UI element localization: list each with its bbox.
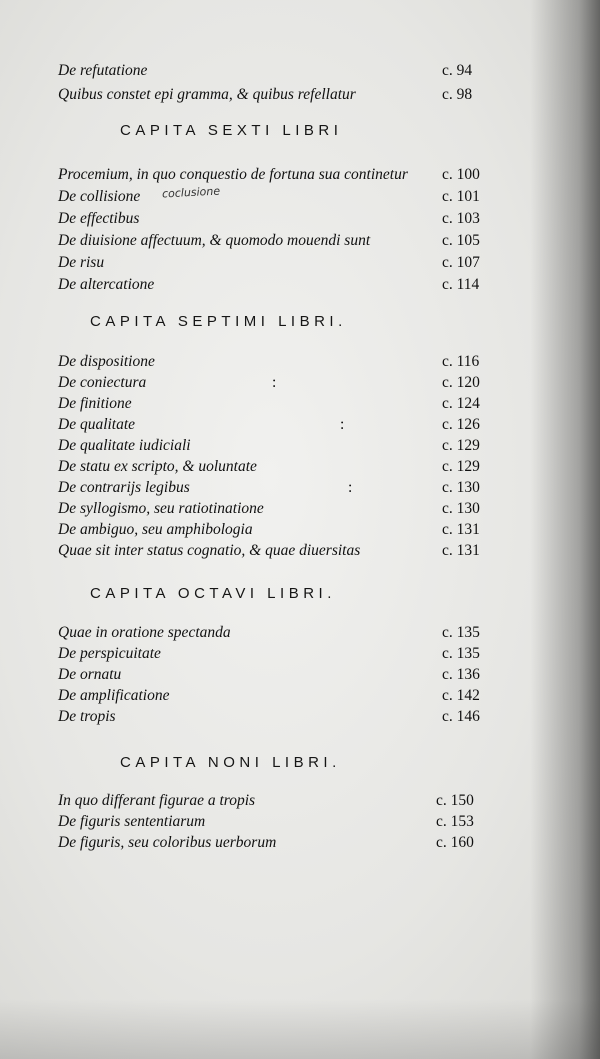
entry-title: Procemium, in quo conquestio de fortuna sua continetur xyxy=(58,166,408,183)
entry-page-ref: c. 100 xyxy=(442,166,480,183)
entry-title: De statu ex scripto, & uoluntate xyxy=(58,458,257,475)
toc-entry xyxy=(50,210,500,231)
entry-title: De dispositione xyxy=(58,353,155,370)
entry-page-ref: c. 150 xyxy=(436,792,474,809)
toc-entry xyxy=(50,834,500,855)
entry-title: De figuris sententiarum xyxy=(58,813,206,830)
entry-title: De contrarijs legibus xyxy=(58,479,190,496)
toc-entry xyxy=(50,687,500,708)
toc-entry xyxy=(50,353,500,374)
toc-entry xyxy=(50,542,500,563)
toc-entry xyxy=(50,500,500,521)
entry-page-ref: c. 131 xyxy=(442,521,480,538)
entry-title: De qualitate iudiciali xyxy=(58,437,191,454)
entry-title: De ornatu xyxy=(58,666,122,683)
section-heading: CAPITA NONI LIBRI. xyxy=(120,754,341,771)
entry-page-ref: c. 153 xyxy=(436,813,474,830)
entry-page-ref: c. 114 xyxy=(442,276,480,293)
toc-entry xyxy=(50,708,500,729)
entry-page-ref: c. 126 xyxy=(442,416,480,433)
entry-title: De amplificatione xyxy=(58,687,170,704)
entry-title: De refutatione xyxy=(58,62,148,79)
entry-title: In quo differant figurae a tropis xyxy=(58,792,256,809)
leader-colon: : xyxy=(272,374,277,391)
entry-page-ref: c. 105 xyxy=(442,232,480,249)
entry-page-ref: c. 116 xyxy=(442,353,480,370)
leader-colon: : xyxy=(340,416,345,433)
toc-entry xyxy=(50,666,500,687)
entry-title: De ambiguo, seu amphibologia xyxy=(58,521,253,538)
entry-page-ref: c. 98 xyxy=(442,86,473,103)
entry-title: De qualitate xyxy=(58,416,136,433)
section-heading: CAPITA SEXTI LIBRI xyxy=(120,122,343,139)
entry-title: De perspicuitate xyxy=(58,645,161,662)
entry-page-ref: c. 130 xyxy=(442,500,480,517)
toc-entry xyxy=(50,86,500,107)
entry-page-ref: c. 103 xyxy=(442,210,480,227)
toc-entry xyxy=(50,395,500,416)
entry-page-ref: c. 135 xyxy=(442,624,480,641)
leader-colon: : xyxy=(348,479,353,496)
entry-page-ref: c. 142 xyxy=(442,687,480,704)
toc-entry xyxy=(50,188,500,209)
entry-page-ref: c. 135 xyxy=(442,645,480,662)
toc-entry xyxy=(50,437,500,458)
toc-entry xyxy=(50,521,500,542)
toc-entry xyxy=(50,458,500,479)
toc-entry xyxy=(50,479,500,500)
entry-page-ref: c. 107 xyxy=(442,254,480,271)
entry-page-ref: c. 146 xyxy=(442,708,480,725)
entry-page-ref: c. 124 xyxy=(442,395,480,412)
entry-page-ref: c. 94 xyxy=(442,62,473,79)
entry-page-ref: c. 101 xyxy=(442,188,480,205)
entry-page-ref: c. 131 xyxy=(442,542,480,559)
toc-entry xyxy=(50,645,500,666)
entry-title: De figuris, seu coloribus uerborum xyxy=(58,834,277,851)
entry-title: De coniectura xyxy=(58,374,147,391)
entry-title: De altercatione xyxy=(58,276,155,293)
toc-entry xyxy=(50,62,500,83)
entry-title: De tropis xyxy=(58,708,116,725)
entry-title: De finitione xyxy=(58,395,132,412)
entry-page-ref: c. 129 xyxy=(442,437,480,454)
entry-title: De effectibus xyxy=(58,210,140,227)
toc-entry xyxy=(50,166,500,187)
entry-title: De collisione xyxy=(58,188,141,205)
toc-entry xyxy=(50,792,500,813)
entry-title: De diuisione affectuum, & quomodo mouendi sunt xyxy=(58,232,371,249)
toc-entry xyxy=(50,276,500,297)
entry-page-ref: c. 130 xyxy=(442,479,480,496)
entry-page-ref: c. 136 xyxy=(442,666,480,683)
entry-page-ref: c. 160 xyxy=(436,834,474,851)
entry-title: De syllogismo, seu ratiotinatione xyxy=(58,500,264,517)
entry-title: Quibus constet epi gramma, & quibus refellatur xyxy=(58,86,356,103)
entry-page-ref: c. 120 xyxy=(442,374,480,391)
toc-entry xyxy=(50,254,500,275)
toc-entry xyxy=(50,813,500,834)
toc-entry xyxy=(50,374,500,395)
section-heading: CAPITA OCTAVI LIBRI. xyxy=(90,585,336,602)
section-heading: CAPITA SEPTIMI LIBRI. xyxy=(90,313,347,330)
toc-entry xyxy=(50,624,500,645)
handwritten-annotation: coclusione xyxy=(161,184,221,201)
toc-entry xyxy=(50,232,500,253)
entry-title: Quae in oratione spectanda xyxy=(58,624,231,641)
entry-title: Quae sit inter status cognatio, & quae diuersitas xyxy=(58,542,361,559)
entry-title: De risu xyxy=(58,254,105,271)
toc-entry xyxy=(50,416,500,437)
entry-page-ref: c. 129 xyxy=(442,458,480,475)
